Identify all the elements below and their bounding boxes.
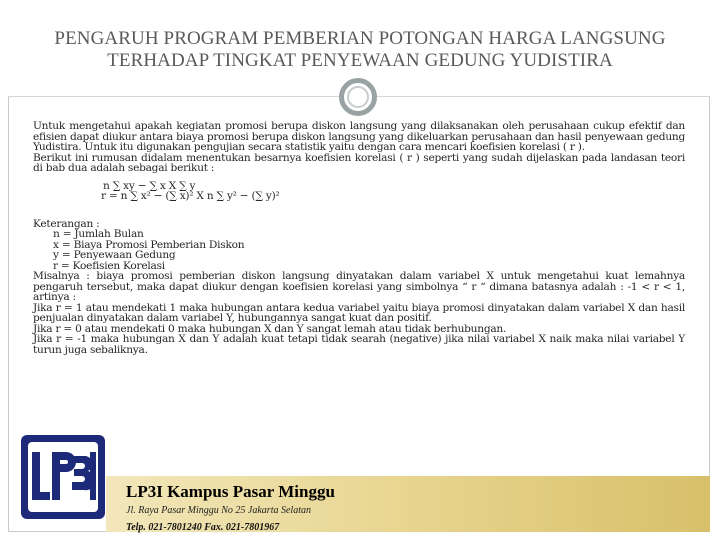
keterangan-item: n = Jumlah Bulan	[53, 228, 144, 240]
body-content	[33, 121, 685, 355]
campus-phone: Telp. 021-7801240 Fax. 021-7801967	[126, 522, 280, 533]
title-line-1: PENGARUH PROGRAM PEMBERIAN POTONGAN HARGA LANGSUNG	[54, 28, 666, 49]
intro-paragraph-1: Untuk mengetahui apakah kegiatan promosi berupa diskon langsung yang dilaksanakan oleh perusahaan cukup efektif dan efisien dapat diukur antara biaya promosi berupa diskon langsung yang dikeluarkan perusahaan dan hasil penyewaan gedung Yudistira. Untuk itu digunakan pengujian secara statistik yaitu dengan cara mencari koefisien korelasi ( r ).	[33, 120, 685, 153]
slide-title	[20, 28, 700, 72]
rule-item: Jika r = 0 atau mendekati 0 maka hubungan X dan Y sangat lemah atau tidak berhubungan.	[33, 322, 507, 335]
title-line-2: TERHADAP TINGKAT PENYEWAAN GEDUNG YUDISTIRA	[107, 50, 613, 71]
keterangan-item: r = Koefisien Korelasi	[53, 259, 165, 272]
title-circle-ornament	[339, 78, 377, 116]
keterangan-item: x = Biaya Promosi Pemberian Diskon	[53, 238, 245, 251]
keterangan-label: Keterangan :	[33, 217, 100, 230]
lp3i-logo-icon	[20, 434, 106, 520]
misalnya-paragraph: Misalnya : biaya promosi pemberian diskon langsung dinyatakan dalam variabel X untuk mengetahui kuat lemahnya pengaruh tersebut, maka dapat diukur dengan koefisien korelasi yang simbolnya “ r “ dimana batasnya adalah : -1 < r < 1, artinya :	[33, 270, 685, 303]
rule-item: Jika r = 1 atau mendekati 1 maka hubungan antara kedua variabel yaitu biaya promosi dinyatakan dalam variabel X dan hasil penjualan dinyatakan dalam variabel Y, hubungannya sangat kuat dan positif.	[33, 301, 685, 324]
keterangan-item: y = Penyewaan Gedung	[53, 249, 176, 261]
formula-numerator: n ∑ xy − ∑ x X ∑ y	[103, 179, 196, 192]
correlation-formula	[103, 181, 685, 202]
campus-name: LP3I Kampus Pasar Minggu	[126, 482, 335, 501]
rule-item: Jika r = -1 maka hubungan X dan Y adalah kuat tetapi tidak searah (negative) jika nilai variabel X naik maka nilai variabel Y turun juga sebaliknya.	[33, 333, 685, 356]
intro-paragraph-2: Berikut ini rumusan didalam menentukan besarnya koefisien korelasi ( r ) seperti yang sudah dijelaskan pada landasan teori di bab dua adalah sebagai berikut :	[33, 151, 685, 174]
formula-main: r = n ∑ x² − (∑ x)² X n ∑ y² − (∑ y)²	[101, 190, 280, 202]
keterangan-list	[33, 229, 685, 271]
spacer	[33, 202, 685, 219]
campus-address: Jl. Raya Pasar Minggu No 25 Jakarta Selatan	[126, 505, 311, 516]
footer-band	[106, 476, 710, 532]
lp3i-logo	[20, 434, 106, 520]
